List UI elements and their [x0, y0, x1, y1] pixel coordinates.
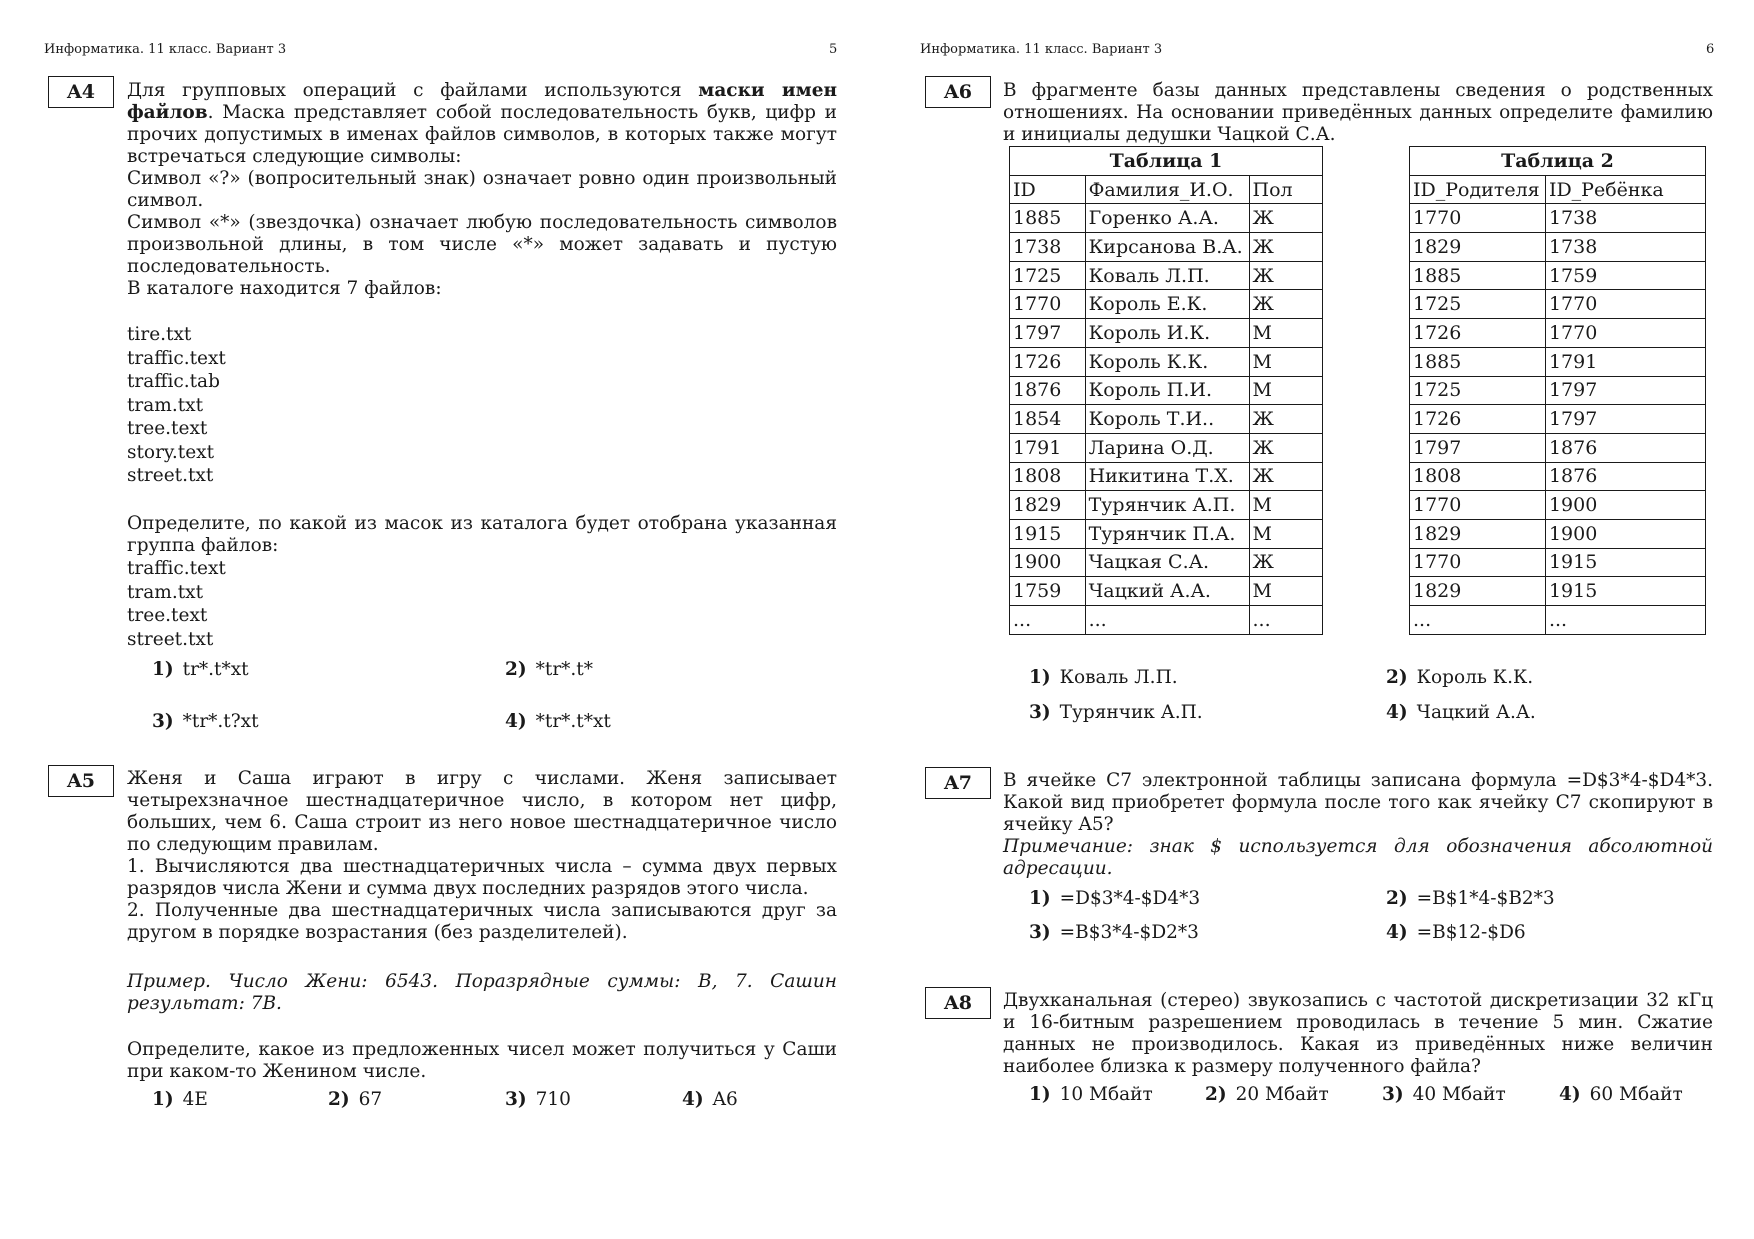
a6-option-4[interactable] — [1386, 702, 1536, 724]
a6-option-3[interactable] — [1029, 702, 1203, 724]
a4-option-1[interactable] — [152, 659, 249, 681]
a4-catalog-intro: В каталоге находится 7 файлов: — [127, 278, 442, 299]
question-text-a8: Двухканальная (стерео) звукозапись с частотой дискретизации 32 кГц и 16-битным разрешением проводилась в течение 5 мин. Сжатие данных не производилось. Какая из приведённых ниже величин наиболее близка к размеру полученного файла? — [1003, 990, 1713, 1077]
a8-option-1[interactable] — [1029, 1084, 1153, 1106]
table-cell: 1900 — [1010, 548, 1086, 577]
option-number: 2) — [328, 1089, 350, 1110]
a7-option-4[interactable] — [1386, 922, 1526, 944]
running-head: Информатика. 11 класс. Вариант 3 — [44, 42, 287, 57]
table-cell: Коваль Л.П. — [1085, 261, 1249, 290]
question-text-a7 — [1003, 770, 1713, 880]
a4-selected-file: street.txt — [127, 629, 214, 650]
table-row — [1010, 319, 1323, 348]
a4-symbol-q: Символ «?» (вопросительный знак) означает ровно один произвольный символ. — [127, 168, 837, 211]
table-cell: 1797 — [1545, 376, 1705, 405]
column-header: ID_Родителя — [1410, 175, 1546, 204]
a4-option-4[interactable] — [505, 711, 611, 733]
table-row — [1410, 261, 1706, 290]
column-header: ID_Ребёнка — [1545, 175, 1705, 204]
question-text-a4 — [127, 80, 837, 300]
column-header: ID — [1010, 175, 1086, 204]
table-cell: 1915 — [1545, 577, 1705, 606]
option-text: 20 Мбайт — [1235, 1084, 1329, 1105]
table-row — [1410, 548, 1706, 577]
table-cell: Горенко А.А. — [1085, 204, 1249, 233]
a4-file: traffic.tab — [127, 371, 220, 392]
table-cell: Ж — [1249, 290, 1322, 319]
question-label-a7: A7 — [925, 767, 991, 799]
table-cell: Король П.И. — [1085, 376, 1249, 405]
option-number: 2) — [1205, 1084, 1227, 1105]
a5-option-3[interactable] — [505, 1089, 571, 1111]
table-row — [1410, 519, 1706, 548]
column-header: Фамилия_И.О. — [1085, 175, 1249, 204]
option-text: =D$3*4-$D4*3 — [1059, 888, 1201, 909]
option-text: 40 Мбайт — [1412, 1084, 1506, 1105]
option-text: =B$3*4-$D2*3 — [1059, 922, 1199, 943]
a4-selected-file: tram.txt — [127, 582, 204, 603]
option-text: *tr*.t*xt — [535, 711, 611, 732]
table-cell: 1876 — [1545, 433, 1705, 462]
table-cell: Чацкая С.А. — [1085, 548, 1249, 577]
table-cell: 1797 — [1410, 433, 1546, 462]
table-cell: 1829 — [1410, 519, 1546, 548]
table-cell: 1900 — [1545, 491, 1705, 520]
table-row — [1410, 433, 1706, 462]
table-cell: ... — [1249, 606, 1322, 635]
table-row — [1010, 548, 1323, 577]
table-2-caption: Таблица 2 — [1410, 147, 1706, 176]
table-cell: Ж — [1249, 462, 1322, 491]
table-cell: Ларина О.Д. — [1085, 433, 1249, 462]
a5-rule-2: 2. Полученные два шестнадцатеричных числа записываются друг за другом в порядке возрастания (без разделителей). — [127, 900, 837, 943]
option-text: *tr*.t?xt — [182, 711, 259, 732]
table-cell: Король К.К. — [1085, 347, 1249, 376]
a5-example — [127, 971, 837, 1015]
table-row — [1010, 290, 1323, 319]
table-cell: ... — [1085, 606, 1249, 635]
table-cell: Турянчик А.П. — [1085, 491, 1249, 520]
a7-option-2[interactable] — [1386, 888, 1555, 910]
table-cell: ... — [1545, 606, 1705, 635]
option-text: =B$1*4-$B2*3 — [1416, 888, 1555, 909]
table-cell: Турянчик П.А. — [1085, 519, 1249, 548]
option-number: 3) — [1029, 922, 1051, 943]
page-number: 5 — [829, 42, 838, 57]
table-cell: 1854 — [1010, 405, 1086, 434]
table-cell: Король Т.И.. — [1085, 405, 1249, 434]
a4-selected-file: traffic.text — [127, 558, 226, 579]
a4-file: tire.txt — [127, 324, 192, 345]
option-number: 3) — [1382, 1084, 1404, 1105]
table-cell: Король И.К. — [1085, 319, 1249, 348]
a7-note-text: Примечание: знак $ используется для обозначения абсолютной адресации. — [1003, 836, 1713, 879]
table-row — [1010, 462, 1323, 491]
option-number: 2) — [1386, 888, 1408, 909]
table-cell: 1829 — [1410, 233, 1546, 262]
table-row — [1010, 233, 1323, 262]
option-text: 60 Мбайт — [1589, 1084, 1683, 1105]
option-text: Чацкий А.А. — [1416, 702, 1536, 723]
table-1-caption: Таблица 1 — [1010, 147, 1323, 176]
question-label-a8: A8 — [925, 987, 991, 1019]
option-text: 710 — [535, 1089, 571, 1110]
table-row — [1410, 233, 1706, 262]
option-text: *tr*.t* — [535, 659, 593, 680]
a5-option-2[interactable] — [328, 1089, 382, 1111]
table-cell: 1770 — [1010, 290, 1086, 319]
table-row — [1410, 290, 1706, 319]
table-row — [1410, 577, 1706, 606]
table-cell: 1759 — [1010, 577, 1086, 606]
a6-option-2[interactable] — [1386, 667, 1533, 689]
question-label-a6: A6 — [925, 76, 991, 108]
table-row — [1410, 347, 1706, 376]
table-header-row — [1410, 175, 1706, 204]
table-row — [1010, 606, 1323, 635]
a4-question: Определите, по какой из масок из каталога будет отобрана указанная группа файлов: — [127, 513, 837, 556]
table-row — [1010, 261, 1323, 290]
table-cell: Ж — [1249, 261, 1322, 290]
a4-file: street.txt — [127, 465, 214, 486]
a5-intro: Женя и Саша играют в игру с числами. Женя записывает четырехзначное шестнадцатеричное число, в котором нет цифр, больших, чем 6. Саша строит из него новое шестнадцатеричное число по следующим правилам. — [127, 768, 837, 855]
a5-example-text: Пример. Число Жени: 6543. Поразрядные суммы: B, 7. Сашин результат: 7B. — [127, 971, 837, 1014]
table-cell: М — [1249, 491, 1322, 520]
table-row — [1410, 491, 1706, 520]
a4-file: story.text — [127, 442, 215, 463]
table-cell: 1725 — [1010, 261, 1086, 290]
a8-option-3[interactable] — [1382, 1084, 1506, 1106]
table-cell: Никитина Т.Х. — [1085, 462, 1249, 491]
table-header-row — [1010, 175, 1323, 204]
table-cell: М — [1249, 347, 1322, 376]
table-cell: М — [1249, 319, 1322, 348]
table-row — [1410, 462, 1706, 491]
a5-option-4[interactable] — [682, 1089, 738, 1111]
option-number: 1) — [152, 659, 174, 680]
table-row — [1010, 491, 1323, 520]
option-number: 4) — [682, 1089, 704, 1110]
option-number: 1) — [152, 1089, 174, 1110]
option-number: 4) — [1386, 922, 1408, 943]
table-cell: ... — [1010, 606, 1086, 635]
table-cell: 1915 — [1545, 548, 1705, 577]
table-row — [1010, 204, 1323, 233]
table-cell: Король Е.К. — [1085, 290, 1249, 319]
option-text: 4E — [182, 1089, 208, 1110]
a6-option-1[interactable] — [1029, 667, 1178, 689]
a5-option-1[interactable] — [152, 1089, 208, 1111]
table-cell: 1770 — [1410, 548, 1546, 577]
table-cell: Чацкий А.А. — [1085, 577, 1249, 606]
table-row — [1410, 319, 1706, 348]
table-cell: М — [1249, 577, 1322, 606]
table-cell: 1797 — [1545, 405, 1705, 434]
question-label-a5: A5 — [48, 765, 114, 797]
option-text: Король К.К. — [1416, 667, 1534, 688]
option-text: Коваль Л.П. — [1059, 667, 1178, 688]
a7-option-3[interactable] — [1029, 922, 1199, 944]
table-cell: Кирсанова В.А. — [1085, 233, 1249, 262]
a8-option-4[interactable] — [1559, 1084, 1683, 1106]
table-row — [1410, 376, 1706, 405]
table-cell: ... — [1410, 606, 1546, 635]
table-cell: 1915 — [1010, 519, 1086, 548]
question-text-a6: В фрагменте базы данных представлены сведения о родственных отношениях. На основании приведённых данных определите фамилию и инициалы дедушки Чацкой С.А. — [1003, 80, 1713, 145]
table-row — [1010, 376, 1323, 405]
table-row — [1410, 606, 1706, 635]
table-row — [1010, 519, 1323, 548]
table-cell: Ж — [1249, 405, 1322, 434]
a4-intro-post: . Маска представляет собой последовательность букв, цифр и прочих допустимых в именах файлов символов, в которых также могут встречаться следующие символы: — [127, 102, 837, 167]
a7-note — [1003, 836, 1713, 880]
table-cell: 1829 — [1410, 577, 1546, 606]
table-row — [1010, 405, 1323, 434]
table-cell: 1876 — [1545, 462, 1705, 491]
table-cell: 1726 — [1410, 319, 1546, 348]
running-head: Информатика. 11 класс. Вариант 3 — [920, 42, 1163, 57]
a7-intro: В ячейке C7 электронной таблицы записана формула =D$3*4-$D4*3. Какой вид приобретет формула после того как ячейку C7 скопируют в ячейку A5? — [1003, 770, 1713, 835]
a5-question: Определите, какое из предложенных чисел может получиться у Саши при каком-то Женином числе. — [127, 1039, 837, 1082]
table-cell: 1738 — [1010, 233, 1086, 262]
a4-file: tree.text — [127, 418, 208, 439]
a4-file: traffic.text — [127, 348, 226, 369]
table-cell: 1885 — [1410, 347, 1546, 376]
table-cell: 1726 — [1010, 347, 1086, 376]
option-text: 10 Мбайт — [1059, 1084, 1153, 1105]
table-cell: 1876 — [1010, 376, 1086, 405]
a4-option-3[interactable] — [152, 711, 259, 733]
option-text: tr*.t*xt — [182, 659, 249, 680]
table-cell: Ж — [1249, 433, 1322, 462]
option-number: 3) — [1029, 702, 1051, 723]
a4-intro-bold: маски имен файлов — [127, 80, 837, 123]
right-page — [877, 0, 1754, 1239]
option-number: 2) — [1386, 667, 1408, 688]
a4-file: tram.txt — [127, 395, 204, 416]
option-text: A6 — [712, 1089, 738, 1110]
table-cell: Ж — [1249, 204, 1322, 233]
a4-selected-file: tree.text — [127, 605, 208, 626]
a7-option-1[interactable] — [1029, 888, 1200, 910]
table-cell: 1726 — [1410, 405, 1546, 434]
table-cell: 1770 — [1410, 491, 1546, 520]
table-row — [1410, 204, 1706, 233]
table-cell: 1725 — [1410, 376, 1546, 405]
option-text: Турянчик А.П. — [1059, 702, 1203, 723]
table-cell: М — [1249, 376, 1322, 405]
option-number: 3) — [152, 711, 174, 732]
table-cell: 1885 — [1410, 261, 1546, 290]
a4-intro — [127, 80, 837, 168]
table-cell: Ж — [1249, 548, 1322, 577]
table-cell: 1791 — [1545, 347, 1705, 376]
question-text-a5 — [127, 768, 837, 944]
table-cell: 1770 — [1410, 204, 1546, 233]
table-cell: 1829 — [1010, 491, 1086, 520]
table-cell: 1759 — [1545, 261, 1705, 290]
question-label-a4: A4 — [48, 76, 114, 108]
table-cell: 1808 — [1410, 462, 1546, 491]
option-text: 67 — [358, 1089, 383, 1110]
table-cell: 1791 — [1010, 433, 1086, 462]
option-number: 1) — [1029, 888, 1051, 909]
table-cell: 1725 — [1410, 290, 1546, 319]
table-row — [1010, 577, 1323, 606]
option-number: 4) — [1559, 1084, 1581, 1105]
option-number: 1) — [1029, 667, 1051, 688]
page-number: 6 — [1706, 42, 1715, 57]
table-2 — [1409, 146, 1706, 635]
table-cell: 1770 — [1545, 290, 1705, 319]
table-cell: 1738 — [1545, 233, 1705, 262]
a5-rule-1: 1. Вычисляются два шестнадцатеричных числа – сумма двух первых разрядов числа Жени и сумма двух последних разрядов этого числа. — [127, 856, 837, 899]
table-cell: 1738 — [1545, 204, 1705, 233]
option-number: 4) — [505, 711, 527, 732]
table-cell: 1770 — [1545, 319, 1705, 348]
a8-option-2[interactable] — [1205, 1084, 1329, 1106]
table-cell: 1885 — [1010, 204, 1086, 233]
table-cell: 1797 — [1010, 319, 1086, 348]
table-cell: 1900 — [1545, 519, 1705, 548]
a4-intro-pre: Для групповых операций с файлами используются — [127, 80, 699, 101]
column-header: Пол — [1249, 175, 1322, 204]
option-number: 3) — [505, 1089, 527, 1110]
table-cell: Ж — [1249, 233, 1322, 262]
option-number: 1) — [1029, 1084, 1051, 1105]
table-row — [1410, 405, 1706, 434]
a4-symbol-star: Символ «*» (звездочка) означает любую последовательность символов произвольной длины, в том числе «*» может задавать и пустую последовательность. — [127, 212, 837, 277]
table-cell: М — [1249, 519, 1322, 548]
table-row — [1010, 347, 1323, 376]
option-number: 4) — [1386, 702, 1408, 723]
option-text: =B$12-$D6 — [1416, 922, 1526, 943]
table-row — [1010, 433, 1323, 462]
option-number: 2) — [505, 659, 527, 680]
table-cell: 1808 — [1010, 462, 1086, 491]
table-1 — [1009, 146, 1323, 635]
a4-option-2[interactable] — [505, 659, 593, 681]
